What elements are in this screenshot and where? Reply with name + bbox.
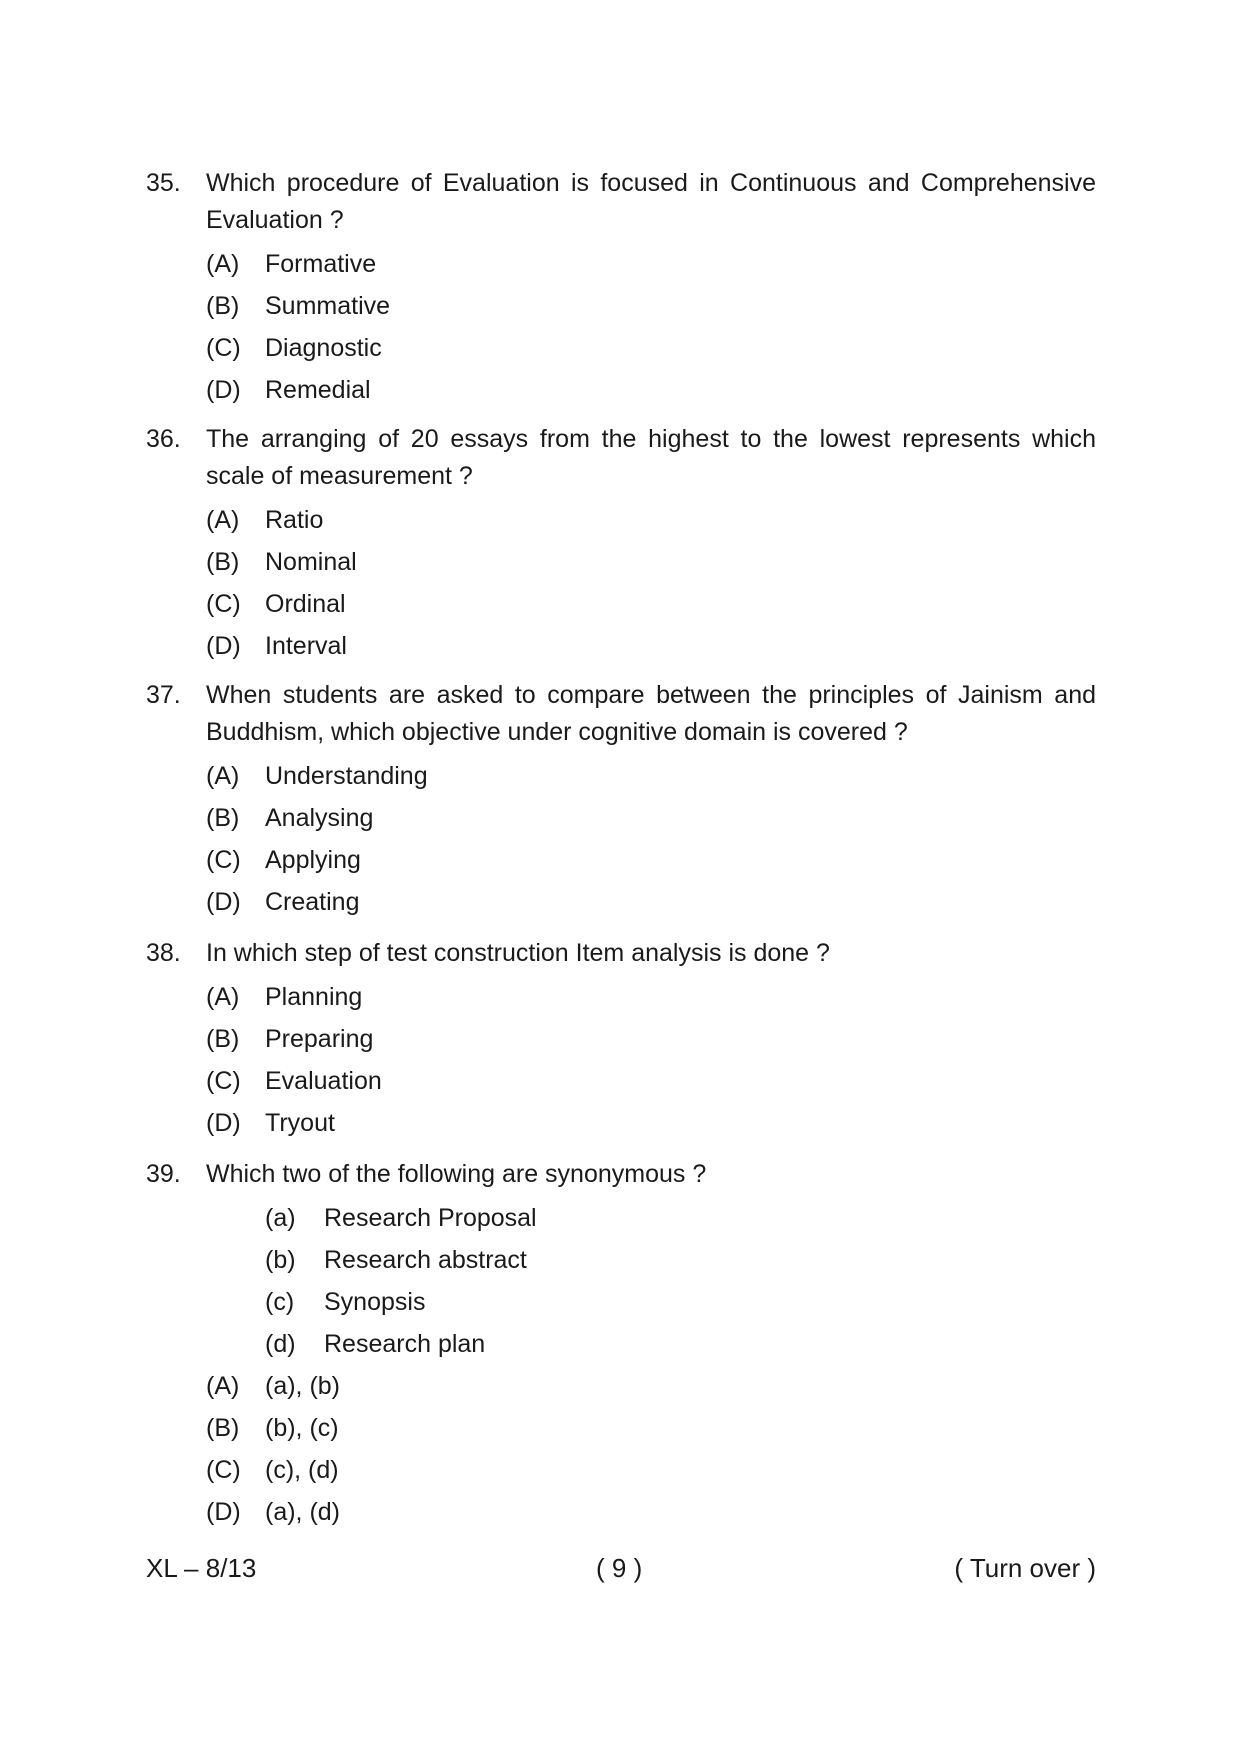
option-letter: (C): [206, 846, 241, 874]
option-text: Interval: [265, 632, 347, 660]
question-38: [146, 935, 1096, 1144]
option-list: [146, 1365, 1096, 1533]
question-36: [146, 421, 1096, 667]
option-list: [146, 976, 1096, 1144]
question-number: 38.: [146, 939, 181, 967]
question-header: [146, 1156, 1096, 1193]
option-text: Creating: [265, 888, 360, 916]
option-a: [146, 755, 1096, 797]
option-a: [146, 243, 1096, 285]
question-35: [146, 165, 1096, 411]
page-number: ( 9 ): [596, 1553, 643, 1583]
option-letter: (B): [206, 1414, 240, 1442]
option-b: [146, 285, 1096, 327]
option-letter: (D): [206, 632, 241, 660]
option-c: [146, 1060, 1096, 1102]
option-text: Ordinal: [265, 590, 346, 618]
option-list: [146, 243, 1096, 411]
option-c: [146, 1449, 1096, 1491]
subitem-c: [146, 1281, 1096, 1323]
subitem-text: Research Proposal: [324, 1204, 537, 1232]
option-letter: (D): [206, 1498, 241, 1526]
option-letter: (B): [206, 548, 240, 576]
subitem-text: Synopsis: [324, 1288, 426, 1316]
option-letter: (C): [206, 1067, 241, 1095]
subitem-b: [146, 1239, 1096, 1281]
question-37: [146, 677, 1096, 923]
option-b: [146, 1407, 1096, 1449]
option-text: Evaluation: [265, 1067, 382, 1095]
option-text: Summative: [265, 292, 391, 320]
option-list: [146, 499, 1096, 667]
option-text: Formative: [265, 250, 377, 278]
subitem-letter: (d): [265, 1330, 296, 1358]
option-text: Remedial: [265, 376, 371, 404]
option-letter: (B): [206, 292, 240, 320]
question-text: The arranging of 20 essays from the highest to the lowest represents which scale of measurement ?: [206, 425, 1096, 490]
option-letter: (A): [206, 983, 240, 1011]
question-text: In which step of test construction Item analysis is done ?: [206, 939, 830, 967]
option-list: [146, 755, 1096, 923]
subitem-text: Research abstract: [324, 1246, 527, 1274]
option-b: [146, 797, 1096, 839]
option-a: [146, 499, 1096, 541]
question-header: [146, 165, 1096, 239]
option-a: [146, 1365, 1096, 1407]
subitem-text: Research plan: [324, 1330, 486, 1358]
option-letter: (C): [206, 1456, 241, 1484]
subitem-d: [146, 1323, 1096, 1365]
question-number: 35.: [146, 169, 181, 197]
subitem-list: [146, 1197, 1096, 1365]
option-letter: (D): [206, 376, 241, 404]
option-text: (c), (d): [265, 1456, 339, 1484]
option-text: Understanding: [265, 762, 428, 790]
option-letter: (A): [206, 762, 240, 790]
subitem-letter: (c): [265, 1288, 295, 1316]
question-header: [146, 935, 1096, 972]
option-text: Tryout: [265, 1109, 335, 1137]
option-letter: (D): [206, 1109, 241, 1137]
option-text: (a), (b): [265, 1372, 340, 1400]
option-letter: (A): [206, 1372, 240, 1400]
option-b: [146, 1018, 1096, 1060]
option-c: [146, 327, 1096, 369]
turn-over-note: ( Turn over ): [954, 1553, 1096, 1583]
option-a: [146, 976, 1096, 1018]
option-d: [146, 1102, 1096, 1144]
option-text: Preparing: [265, 1025, 374, 1053]
subitem-letter: (a): [265, 1204, 296, 1232]
question-number: 37.: [146, 681, 181, 709]
option-letter: (B): [206, 1025, 240, 1053]
option-text: (b), (c): [265, 1414, 339, 1442]
option-text: Applying: [265, 846, 361, 874]
option-letter: (A): [206, 506, 240, 534]
subitem-letter: (b): [265, 1246, 296, 1274]
option-d: [146, 1491, 1096, 1533]
question-39: [146, 1156, 1096, 1533]
option-text: Ratio: [265, 506, 324, 534]
option-letter: (C): [206, 590, 241, 618]
subitem-a: [146, 1197, 1096, 1239]
option-b: [146, 541, 1096, 583]
option-text: Nominal: [265, 548, 357, 576]
option-text: Analysing: [265, 804, 374, 832]
option-d: [146, 881, 1096, 923]
question-header: [146, 677, 1096, 751]
option-d: [146, 625, 1096, 667]
question-text: Which procedure of Evaluation is focused in Continuous and Comprehensive Evaluation ?: [206, 169, 1096, 234]
option-text: Diagnostic: [265, 334, 382, 362]
question-header: [146, 421, 1096, 495]
question-text: Which two of the following are synonymous ?: [206, 1160, 707, 1188]
question-number: 36.: [146, 425, 181, 453]
option-c: [146, 839, 1096, 881]
option-letter: (B): [206, 804, 240, 832]
option-letter: (C): [206, 334, 241, 362]
option-letter: (A): [206, 250, 240, 278]
option-d: [146, 369, 1096, 411]
option-text: Planning: [265, 983, 363, 1011]
paper-code: XL – 8/13: [146, 1553, 257, 1583]
page-footer: [146, 1548, 1096, 1588]
option-letter: (D): [206, 888, 241, 916]
option-text: (a), (d): [265, 1498, 340, 1526]
question-text: When students are asked to compare between the principles of Jainism and Buddhism, which objective under cognitive domain is covered ?: [206, 681, 1096, 746]
question-number: 39.: [146, 1160, 181, 1188]
option-c: [146, 583, 1096, 625]
